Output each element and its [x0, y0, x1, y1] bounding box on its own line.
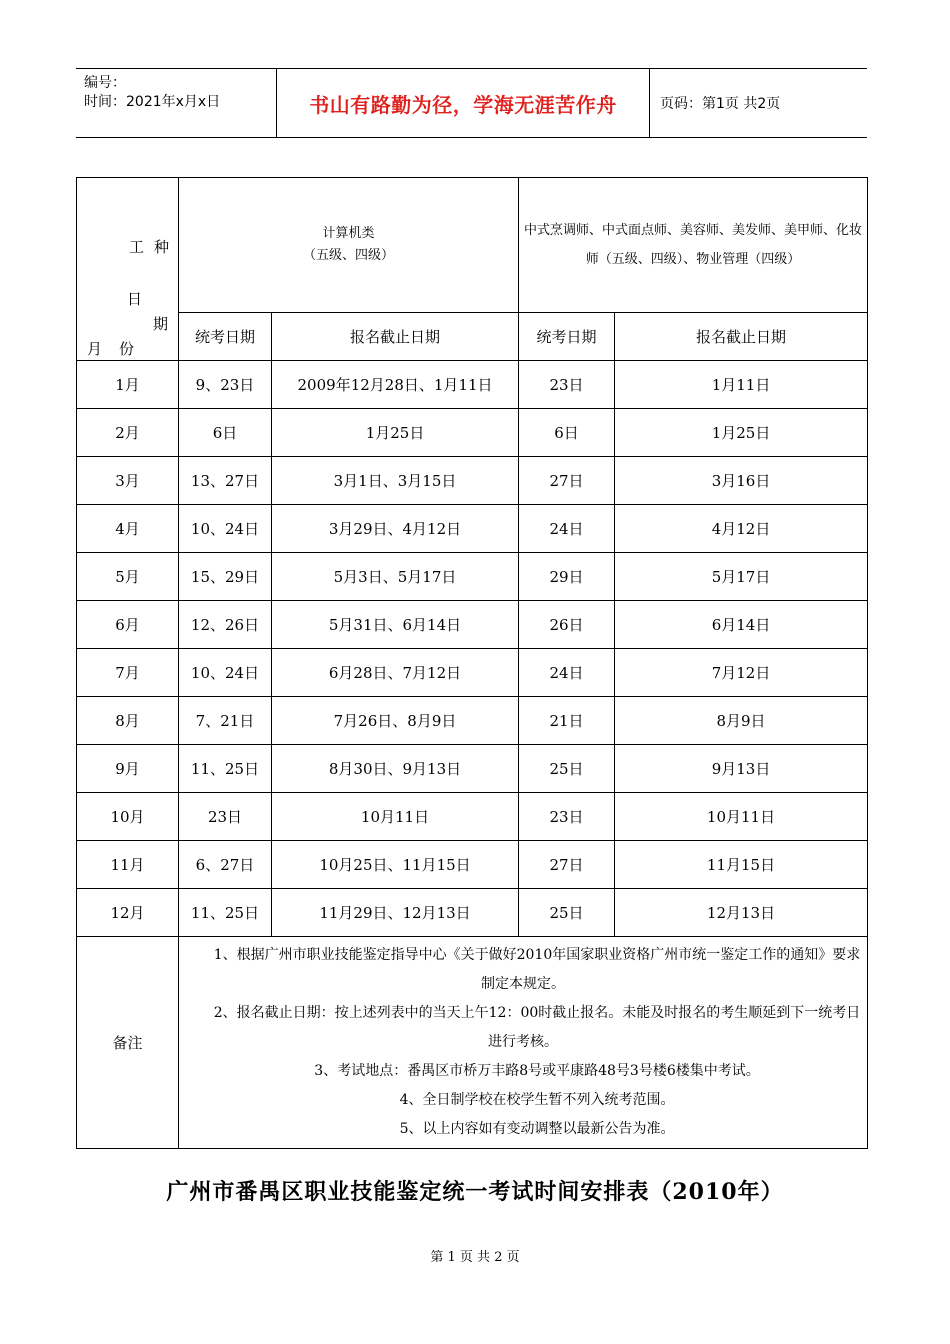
table-row: [77, 553, 868, 601]
number-label: 编号：: [84, 75, 126, 91]
service-exam-cell: 23日: [519, 361, 615, 409]
corner-header: [77, 202, 178, 358]
service-exam-cell: 25日: [519, 889, 615, 937]
service-deadline-cell: 11月15日: [615, 841, 868, 889]
notes-label: 备注: [77, 937, 179, 1149]
computer-exam-cell: 12、26日: [179, 601, 272, 649]
service-exam-cell: 23日: [519, 793, 615, 841]
service-exam-cell: 25日: [519, 745, 615, 793]
group1-line2: （五级、四级）: [303, 248, 395, 263]
service-exam-cell: 29日: [519, 553, 615, 601]
month-cell: 8月: [77, 697, 179, 745]
computer-exam-cell: 15、29日: [179, 553, 272, 601]
note-item: 2、报名截止日期：按上述列表中的当天上午12：00时截止报名。未能及时报名的考生顺延到下一统考日进行考核。: [213, 1005, 861, 1050]
month-cell: 5月: [77, 553, 179, 601]
computer-deadline-cell: 6月28日、7月12日: [272, 649, 519, 697]
corner-char: 月: [87, 340, 103, 358]
service-deadline-cell: 7月12日: [615, 649, 868, 697]
subheader-exam-date: 统考日期: [179, 313, 272, 361]
table-row: [77, 889, 868, 937]
month-cell: 1月: [77, 361, 179, 409]
month-cell: 7月: [77, 649, 179, 697]
service-exam-cell: 27日: [519, 457, 615, 505]
service-deadline-cell: 12月13日: [615, 889, 868, 937]
computer-exam-cell: 6日: [179, 409, 272, 457]
service-deadline-cell: 1月11日: [615, 361, 868, 409]
group2-text: 中式烹调师、中式面点师、美容师、美发师、美甲师、化妆师（五级、四级）、物业管理（四级）: [524, 223, 863, 267]
computer-deadline-cell: 8月30日、9月13日: [272, 745, 519, 793]
table-row: [77, 361, 868, 409]
computer-deadline-cell: 3月29日、4月12日: [272, 505, 519, 553]
computer-exam-cell: 7、21日: [179, 697, 272, 745]
note-item: 3、考试地点：番禺区市桥万丰路8号或平康路48号3号楼6楼集中考试。: [314, 1063, 760, 1079]
service-exam-cell: 24日: [519, 649, 615, 697]
service-deadline-cell: 8月9日: [615, 697, 868, 745]
month-cell: 10月: [77, 793, 179, 841]
header-meta: [76, 69, 277, 137]
service-exam-cell: 27日: [519, 841, 615, 889]
table-row: [77, 409, 868, 457]
notes-content: [179, 937, 868, 1149]
corner-char: 工: [129, 238, 145, 256]
service-exam-cell: 26日: [519, 601, 615, 649]
table-row: [77, 601, 868, 649]
computer-exam-cell: 11、25日: [179, 889, 272, 937]
table-row: [77, 793, 868, 841]
table-row: [77, 457, 868, 505]
page-footer: 第 1 页 共 2 页: [430, 1250, 520, 1265]
group1-line1: 计算机类: [322, 226, 375, 241]
computer-deadline-cell: 5月3日、5月17日: [272, 553, 519, 601]
header-motto: 书山有路勤为径，学海无涯苦作舟: [277, 69, 650, 137]
month-cell: 9月: [77, 745, 179, 793]
month-cell: 11月: [77, 841, 179, 889]
computer-deadline-cell: 1月25日: [272, 409, 519, 457]
service-exam-cell: 24日: [519, 505, 615, 553]
note-item: 5、以上内容如有变动调整以最新公告为准。: [399, 1121, 675, 1137]
computer-deadline-cell: 5月31日、6月14日: [272, 601, 519, 649]
computer-exam-cell: 6、27日: [179, 841, 272, 889]
table-row: [77, 745, 868, 793]
computer-exam-cell: 10、24日: [179, 649, 272, 697]
document-title: 广州市番禺区职业技能鉴定统一考试时间安排表（2010年）: [166, 1179, 784, 1205]
table-row: [77, 505, 868, 553]
computer-deadline-cell: 2009年12月28日、1月11日: [272, 361, 519, 409]
service-deadline-cell: 6月14日: [615, 601, 868, 649]
computer-exam-cell: 10、24日: [179, 505, 272, 553]
month-cell: 3月: [77, 457, 179, 505]
computer-deadline-cell: 10月11日: [272, 793, 519, 841]
subheader-exam-date: 统考日期: [519, 313, 615, 361]
corner-header-cell: [77, 178, 179, 361]
table-subheader-row: [77, 313, 868, 361]
service-deadline-cell: 5月17日: [615, 553, 868, 601]
service-exam-cell: 6日: [519, 409, 615, 457]
corner-char: 种: [154, 238, 170, 256]
service-exam-cell: 21日: [519, 697, 615, 745]
corner-char: 日: [127, 290, 143, 308]
note-item: 1、根据广州市职业技能鉴定指导中心《关于做好2010年国家职业资格广州市统一鉴定工作的通知》要求制定本规定。: [213, 947, 861, 992]
service-deadline-cell: 4月12日: [615, 505, 868, 553]
computer-exam-cell: 13、27日: [179, 457, 272, 505]
subheader-deadline: 报名截止日期: [272, 313, 519, 361]
header-page-info: [650, 69, 867, 137]
time-label: 时间：2021年x月x日: [84, 94, 221, 110]
service-deadline-cell: 9月13日: [615, 745, 868, 793]
computer-exam-cell: 11、25日: [179, 745, 272, 793]
note-item: 4、全日制学校在校学生暂不列入统考范围。: [399, 1092, 675, 1108]
computer-deadline-cell: 10月25日、11月15日: [272, 841, 519, 889]
service-deadline-cell: 3月16日: [615, 457, 868, 505]
schedule-table: [76, 177, 868, 1149]
corner-char: 份: [119, 340, 135, 358]
table-row: [77, 697, 868, 745]
table-header-row: [77, 178, 868, 313]
page-info-text: 页码：第1页 共2页: [660, 96, 781, 112]
subheader-deadline: 报名截止日期: [615, 313, 868, 361]
document-header: [76, 68, 867, 138]
month-cell: 2月: [77, 409, 179, 457]
service-deadline-cell: 1月25日: [615, 409, 868, 457]
computer-exam-cell: 23日: [179, 793, 272, 841]
service-deadline-cell: 10月11日: [615, 793, 868, 841]
month-cell: 4月: [77, 505, 179, 553]
group-computer-header: [179, 178, 519, 313]
table-row: [77, 841, 868, 889]
corner-char: 期: [153, 315, 169, 333]
computer-exam-cell: 9、23日: [179, 361, 272, 409]
computer-deadline-cell: 3月1日、3月15日: [272, 457, 519, 505]
computer-deadline-cell: 11月29日、12月13日: [272, 889, 519, 937]
group-service-header: [519, 178, 868, 313]
table-row: [77, 649, 868, 697]
computer-deadline-cell: 7月26日、8月9日: [272, 697, 519, 745]
month-cell: 6月: [77, 601, 179, 649]
notes-row: [77, 937, 868, 1149]
month-cell: 12月: [77, 889, 179, 937]
